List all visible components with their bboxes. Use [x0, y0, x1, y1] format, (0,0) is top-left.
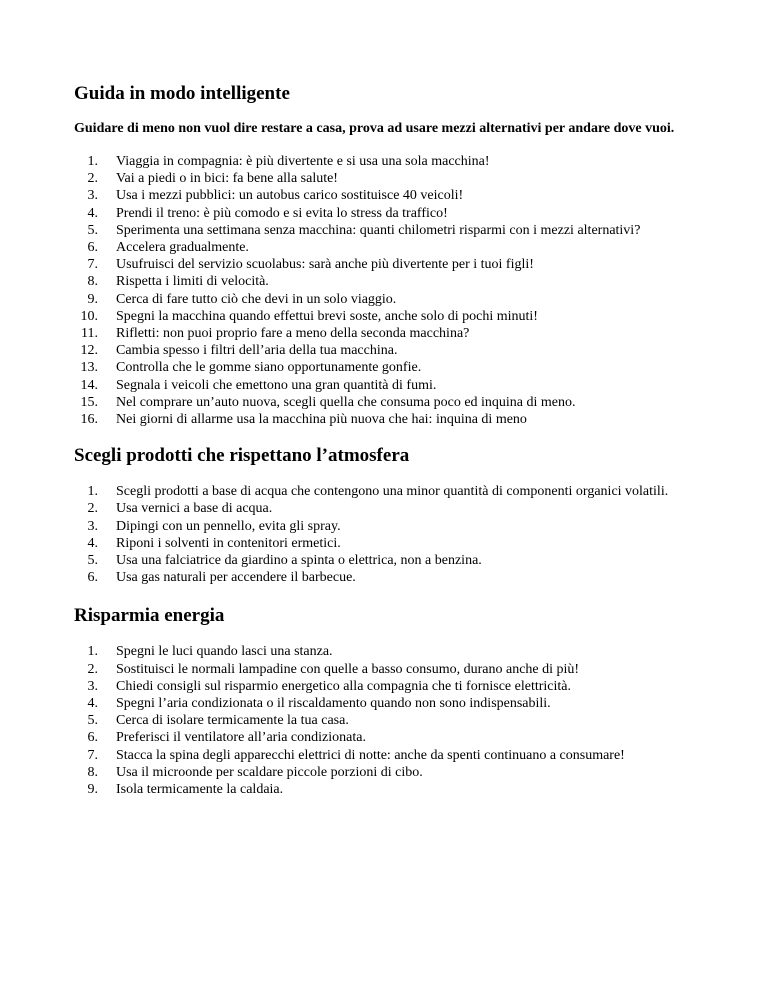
list-item: 2. Vai a piedi o in bici: fa bene alla salute! [87, 171, 338, 187]
list-item: 5. Sperimenta una settimana senza macchina: quanti chilometri risparmi con i mezzi alternativi? [87, 222, 641, 238]
list-item: 1. Spegni le luci quando lasci una stanza. [87, 644, 333, 660]
list-item: 15. Nel comprare un’auto nuova, scegli quella che consuma poco ed inquina di meno. [80, 394, 576, 410]
list-item: 4. Prendi il treno: è più comodo e si evita lo stress da traffico! [87, 205, 448, 221]
list-item: 7. Stacca la spina degli apparecchi elettrici di notte: anche da spenti continuano a consumare! [87, 747, 625, 763]
section-intro: Guidare di meno non vuol dire restare a casa, prova ad usare mezzi alternativi per andare dove vuoi. [74, 121, 675, 136]
list-item: 11. Rifletti: non puoi proprio fare a meno della seconda macchina? [81, 326, 470, 342]
list-item: 5. Cerca di isolare termicamente la tua casa. [87, 713, 349, 729]
list-item: 2. Sostituisci le normali lampadine con quelle a basso consumo, durano anche di più! [87, 661, 580, 677]
list-item: 6. Preferisci il ventilatore all’aria condizionata. [87, 730, 366, 746]
tips-list [74, 153, 728, 428]
list-item: 6. Accelera gradualmente. [87, 240, 249, 256]
list-item: 5. Usa una falciatrice da giardino a spinta o elettrica, non a benzina. [87, 553, 482, 569]
section-smart-driving [74, 82, 728, 428]
list-item: 13. Controlla che le gomme siano opportunamente gonfie. [80, 360, 422, 376]
list-item: 14. Segnala i veicoli che emettono una gran quantità di fumi. [80, 377, 437, 393]
list-item: 3. Dipingi con un pennello, evita gli spray. [87, 518, 341, 534]
section-save-energy [74, 604, 728, 798]
list-item: 1. Scegli prodotti a base di acqua che contengono una minor quantità di componenti organici volatili. [87, 484, 669, 500]
list-item: 2. Usa vernici a base di acqua. [87, 501, 273, 517]
list-item: 4. Spegni l’aria condizionata o il riscaldamento quando non sono indispensabili. [87, 696, 551, 712]
section-eco-products [74, 444, 728, 586]
list-item: 3. Chiedi consigli sul risparmio energetico alla compagnia che ti fornisce elettricità. [87, 678, 571, 694]
list-item: 10. Spegni la macchina quando effettui brevi soste, anche solo di pochi minuti! [80, 308, 538, 324]
list-item: 16. Nei giorni di allarme usa la macchina più nuova che hai: inquina di meno [80, 412, 527, 428]
section-title: Risparmia energia [74, 605, 225, 627]
list-item: 9. Isola termicamente la caldaia. [87, 782, 284, 798]
list-item: 3. Usa i mezzi pubblici: un autobus carico sostituisce 40 veicoli! [87, 188, 464, 204]
list-item: 8. Rispetta i limiti di velocità. [87, 274, 269, 290]
list-item: 1. Viaggia in compagnia: è più divertente e si usa una sola macchina! [87, 154, 490, 169]
tips-list [74, 483, 728, 586]
list-item: 7. Usufruisci del servizio scuolabus: sarà anche più divertente per i tuoi figli! [87, 257, 534, 273]
section-title: Guida in modo intelligente [74, 83, 290, 104]
list-item: 6. Usa gas naturali per accendere il barbecue. [87, 570, 356, 586]
section-title: Scegli prodotti che rispettano l’atmosfera [74, 445, 410, 467]
list-item: 4. Riponi i solventi in contenitori ermetici. [87, 535, 341, 551]
tips-list [74, 643, 728, 798]
list-item: 9. Cerca di fare tutto ciò che devi in un solo viaggio. [87, 291, 397, 307]
list-item: 8. Usa il microonde per scaldare piccole porzioni di cibo. [87, 764, 423, 780]
list-item: 12. Cambia spesso i filtri dell’aria della tua macchina. [80, 343, 398, 359]
